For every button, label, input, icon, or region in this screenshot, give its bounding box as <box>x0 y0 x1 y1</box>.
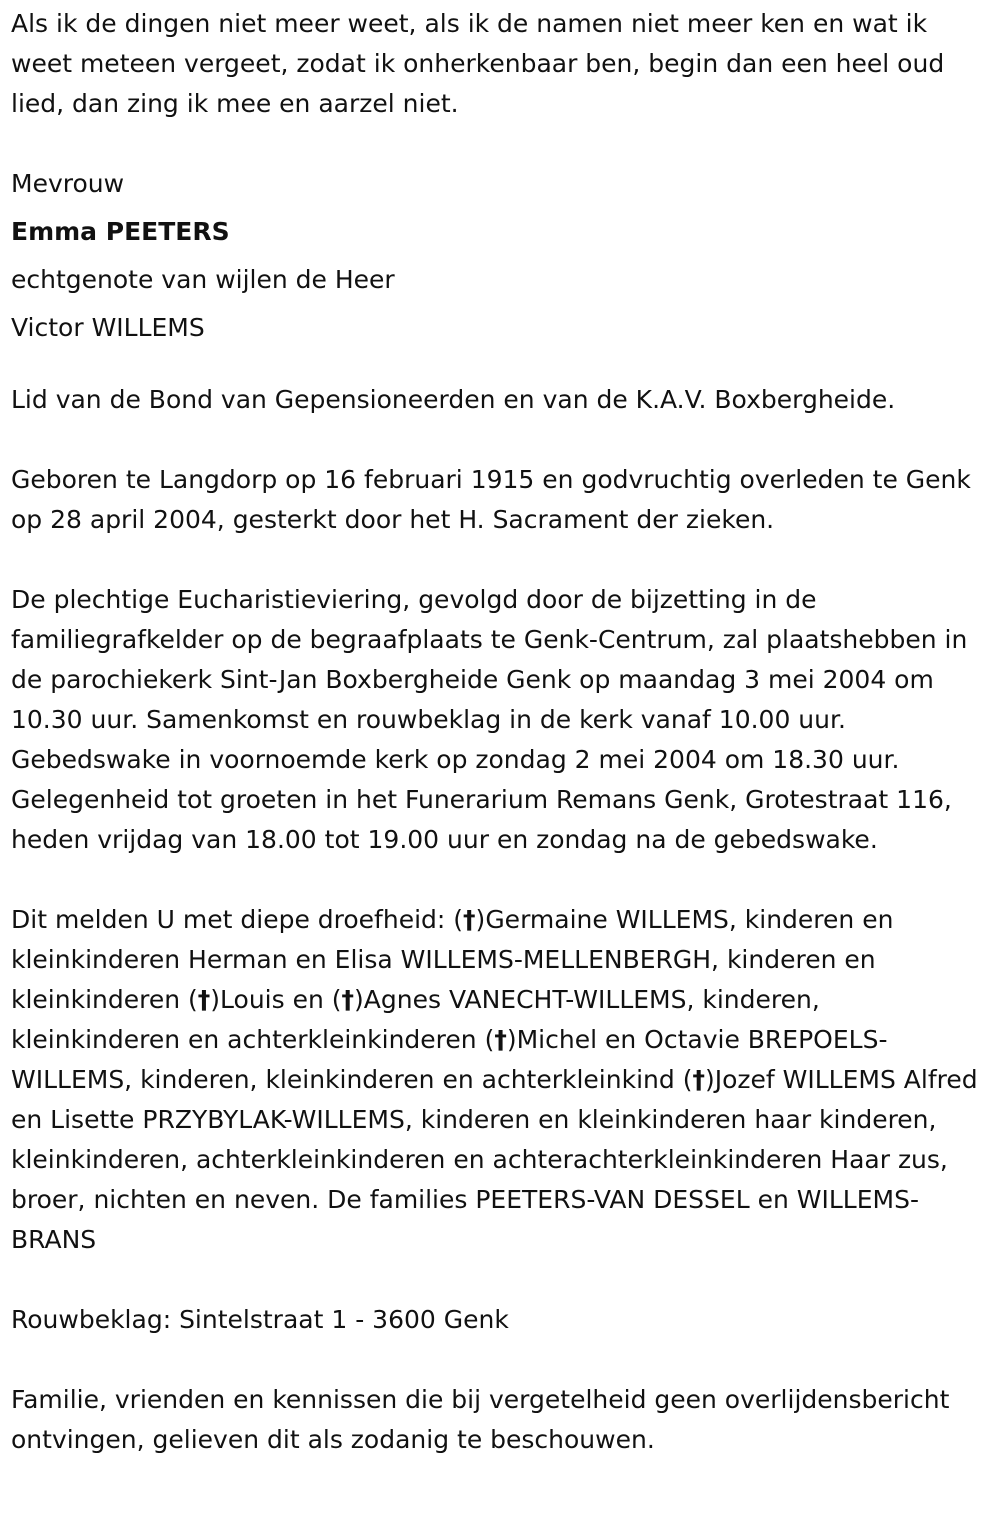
spouse-name: Victor WILLEMS <box>11 313 205 342</box>
cross-icon: † <box>494 1025 507 1054</box>
deceased-block <box>11 164 990 348</box>
condolence-address: Rouwbeklag: Sintelstraat 1 - 3600 Genk <box>11 1305 509 1334</box>
cross-icon: † <box>463 905 476 934</box>
closing-paragraph: Familie, vrienden en kennissen die bij vergetelheid geen overlijdensbericht ontvingen, gelieven dit als zodanig te beschouwen. <box>11 1385 950 1454</box>
cross-icon: † <box>341 985 355 1014</box>
family-text-3: Agnes VANECHT-WILLEMS, kinderen, kleinkinderen en achterkleinkinderen <box>11 985 820 1054</box>
ceremony-paragraph: De plechtige Eucharistieviering, gevolgd door de bijzetting in de familiegrafkelder op de begraafplaats te Genk-Centrum, zal plaatshebben in de parochiekerk Sint-Jan Boxbergheide Genk op maandag 3 mei 2004 om 10.30 uur. Samenkomst en rouwbeklag in de kerk vanaf 10.00 uur. Gebedswake in voornoemde kerk op zondag 2 mei 2004 om 18.30 uur. Gelegenheid tot groeten in het Funerarium Remans Genk, Grotestraat 116, heden vrijdag van 18.00 tot 19.00 uur en zondag na de gebedswake. <box>11 585 968 854</box>
family-text-5: Jozef WILLEMS Alfred en Lisette PRZYBYLAK-WILLEMS, kinderen en kleinkinderen haar kinderen, kleinkinderen, achterkleinkinderen en achterachterkleinkinderen Haar zus, broer, nichten en neven. De families PEETERS-VAN DESSEL en WILLEMS-BRANS <box>11 1065 978 1254</box>
family-intro: Dit melden U met diepe droefheid: <box>11 905 454 934</box>
membership-paragraph: Lid van de Bond van Gepensioneerden en van de K.A.V. Boxbergheide. <box>11 385 896 414</box>
family-paragraph: Dit melden U met diepe droefheid: (†)Germaine WILLEMS, kinderen en kleinkinderen Herman en Elisa WILLEMS-MELLENBERGH, kinderen en kleinkinderen (†)Louis en (†)Agnes VANECHT-WILLEMS, kinderen, kleinkinderen en achterkleinkinderen (†)Michel en Octavie BREPOELS-WILLEMS, kinderen, kleinkinderen en achterkleinkind (†)Jozef WILLEMS Alfred en Lisette PRZYBYLAK-WILLEMS, kinderen en kleinkinderen haar kinderen, kleinkinderen, achterkleinkinderen en achterachterkleinkinderen Haar zus, broer, nichten en neven. De families PEETERS-VAN DESSEL en WILLEMS-BRANS <box>11 905 978 1254</box>
cross-icon: † <box>692 1065 705 1094</box>
poem-paragraph: Als ik de dingen niet meer weet, als ik de namen niet meer ken en wat ik weet meteen vergeet, zodat ik onherkenbaar ben, begin dan een heel oud lied, dan zing ik mee en aarzel niet. <box>11 9 945 118</box>
family-text-1: Germaine WILLEMS, kinderen en kleinkinderen Herman en Elisa WILLEMS-MELLENBERGH, kinderen en kleinkinderen <box>11 905 894 1014</box>
relation-text: echtgenote van wijlen de Heer <box>11 265 395 294</box>
family-text-4: Michel en Octavie BREPOELS-WILLEMS, kinderen, kleinkinderen en achterkleinkind <box>11 1025 888 1094</box>
birth-death-paragraph: Geboren te Langdorp op 16 februari 1915 en godvruchtig overleden te Genk op 28 april 2004, gesterkt door het H. Sacrament der zieken. <box>11 465 971 534</box>
family-text-2: Louis en <box>220 985 332 1014</box>
cross-icon: † <box>197 985 211 1014</box>
deceased-name: Emma PEETERS <box>11 217 230 246</box>
salutation: Mevrouw <box>11 169 125 198</box>
